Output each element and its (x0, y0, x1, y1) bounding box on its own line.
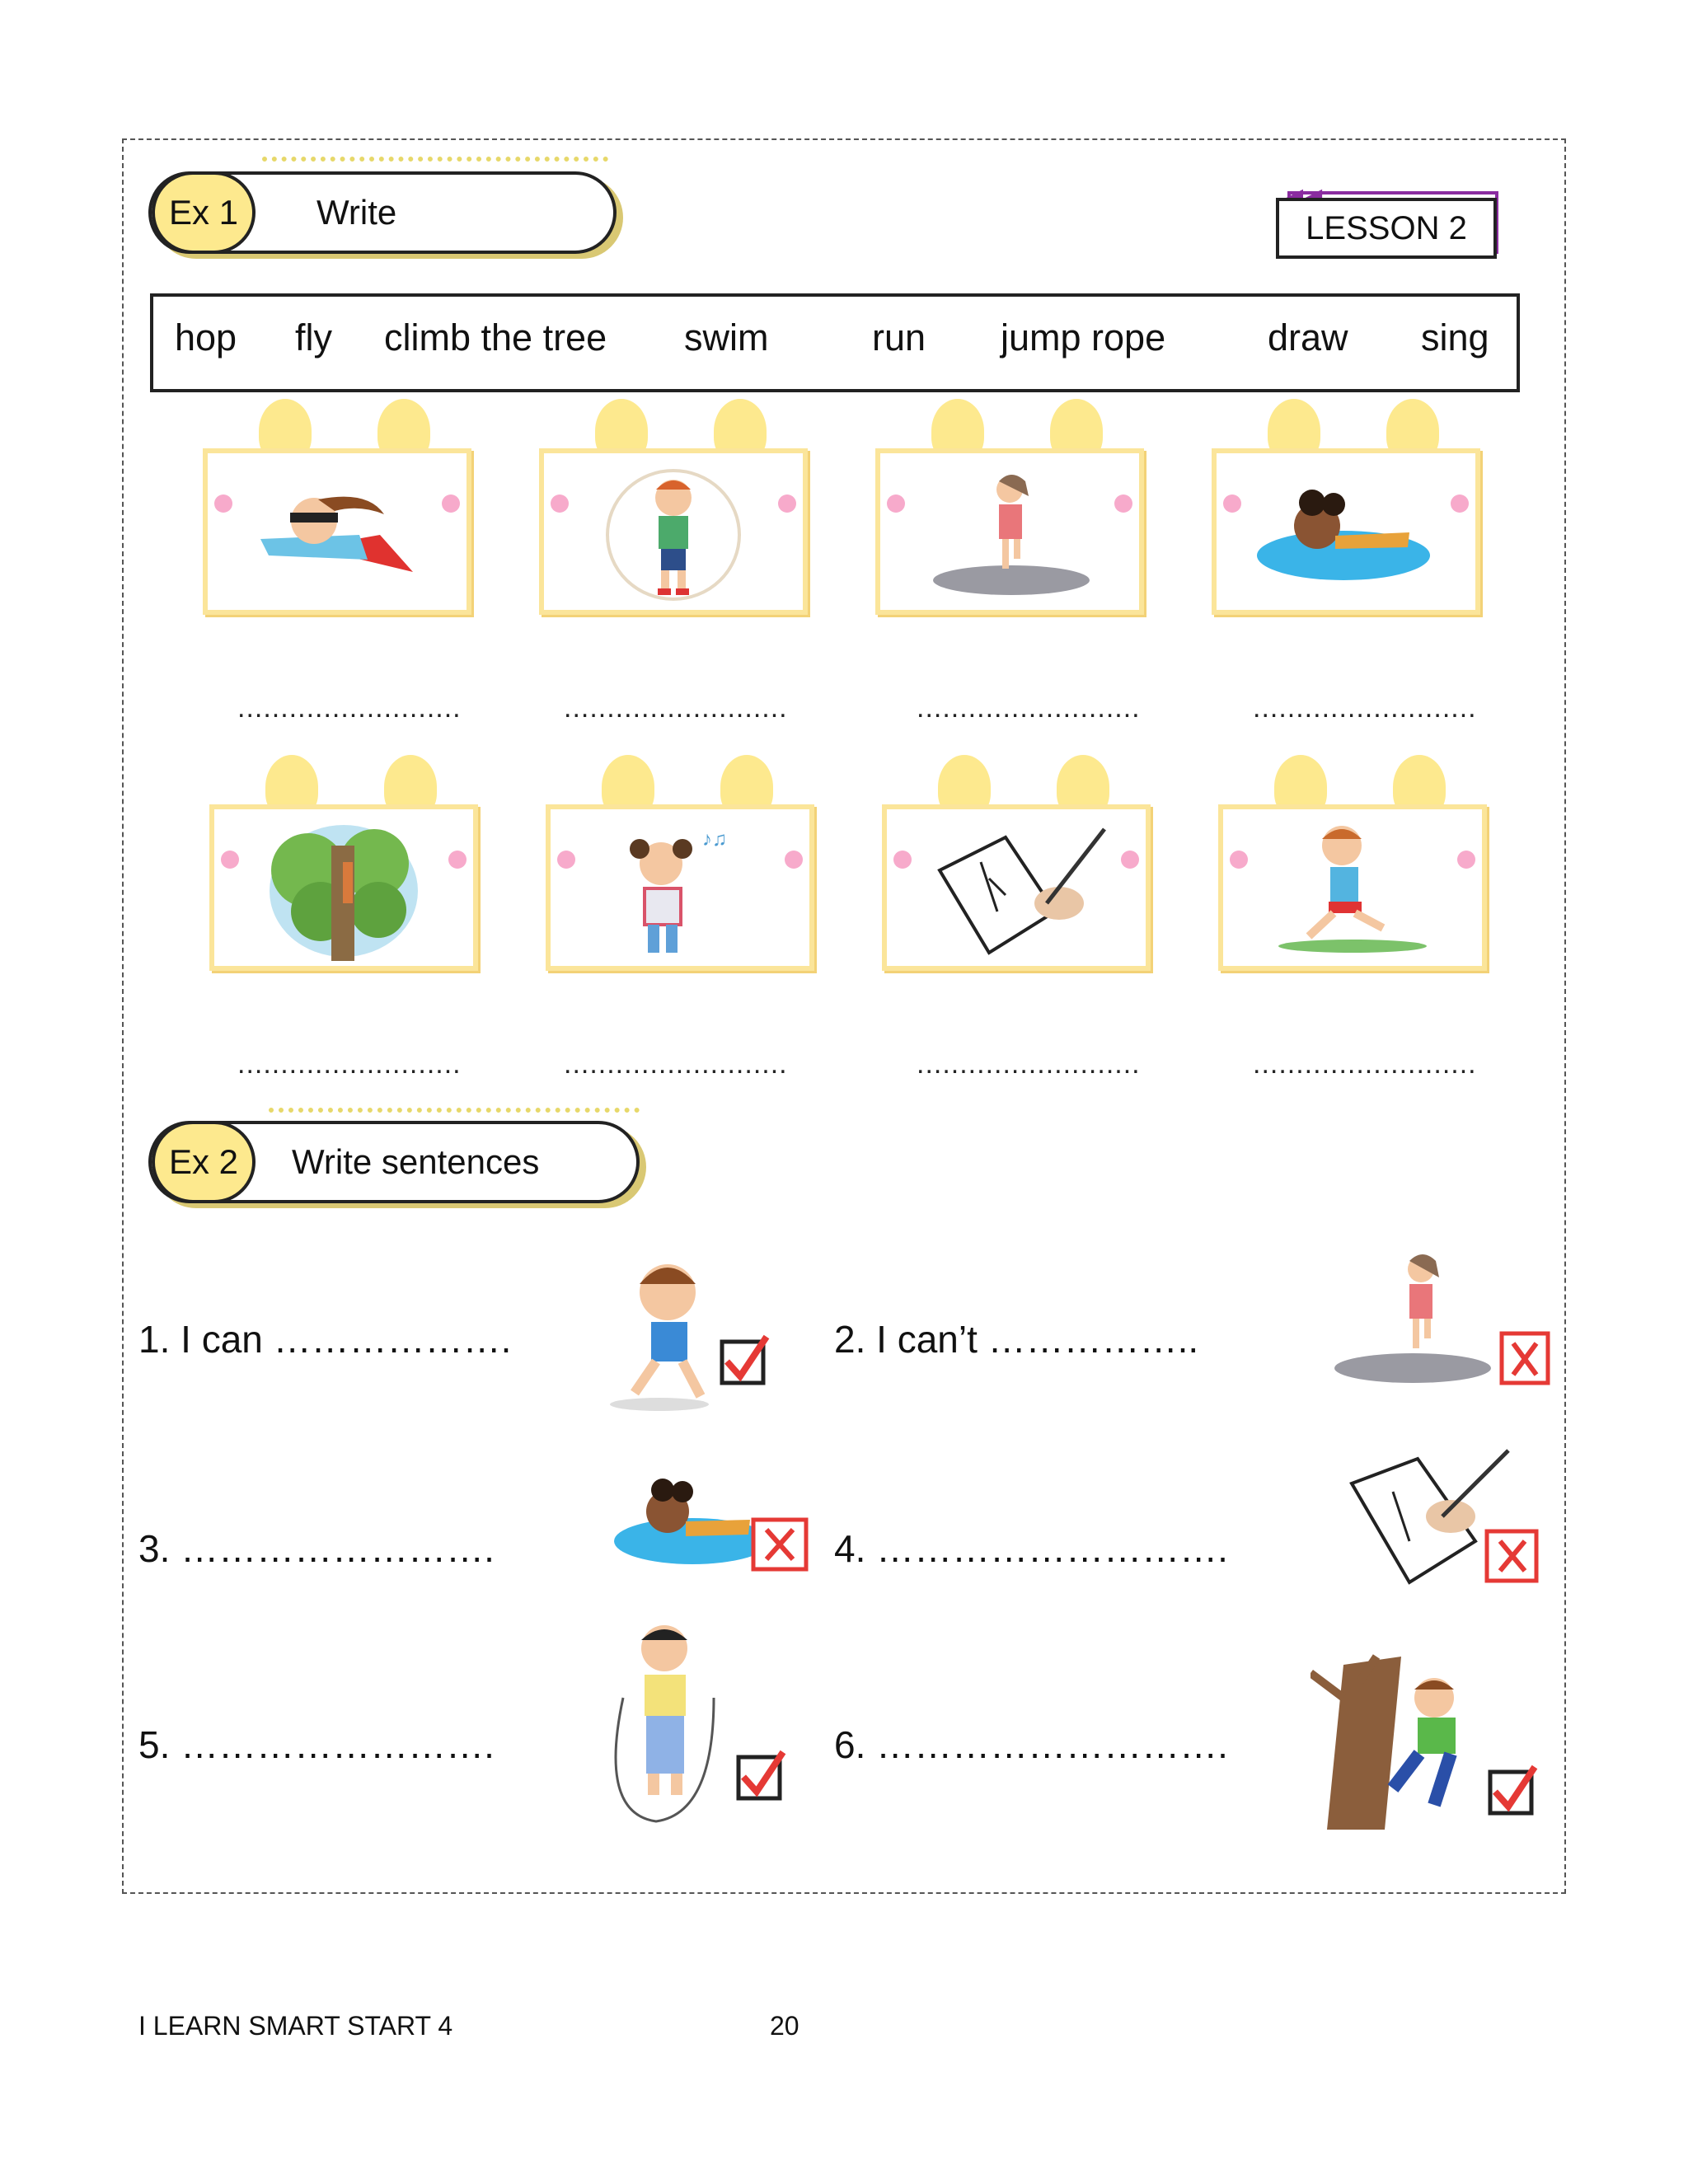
sentence-1[interactable]: 1. I can ………………. (138, 1318, 512, 1361)
answer-blank-5[interactable]: .......................... (237, 1048, 462, 1080)
picture-card-draw (882, 755, 1151, 971)
svg-text:♪♫: ♪♫ (702, 828, 727, 851)
answer-blank-3[interactable]: .......................... (917, 692, 1141, 724)
answer-blank-6[interactable]: .......................... (564, 1048, 788, 1080)
hop-icon (908, 457, 1111, 607)
cross-icon (753, 1520, 806, 1569)
sentence-3-swim-picture (610, 1459, 816, 1582)
ex1-header (148, 171, 617, 254)
word-swim: swim (684, 316, 769, 359)
word-climb-the-tree: climb the tree (384, 316, 607, 359)
jump-rope-icon (572, 457, 775, 607)
sentence-4[interactable]: 4. ………………………. (834, 1527, 1228, 1570)
checkmark-icon (738, 1752, 783, 1798)
fly-icon (236, 457, 438, 607)
swim-icon (1245, 457, 1447, 607)
word-draw: draw (1268, 316, 1348, 359)
word-hop: hop (175, 316, 237, 359)
decor-dots (269, 1108, 640, 1119)
checkmark-icon (722, 1337, 767, 1383)
sentence-2-hop-picture (1330, 1244, 1553, 1393)
ex1-number: Ex 1 (152, 171, 256, 254)
answer-blank-8[interactable]: .......................... (1253, 1048, 1477, 1080)
answer-blank-2[interactable]: .......................... (564, 692, 788, 724)
picture-card-fly (203, 399, 471, 615)
ex2-number: Ex 2 (152, 1121, 256, 1203)
decor-dots (262, 157, 608, 168)
picture-card-jump-rope (539, 399, 808, 615)
sentence-2[interactable]: 2. I can’t …………….. (834, 1318, 1199, 1361)
word-bank (150, 293, 1520, 392)
ex2-header (148, 1121, 640, 1203)
lesson-badge (1276, 190, 1498, 259)
answer-blank-7[interactable]: .......................... (917, 1048, 1141, 1080)
sing-icon (579, 813, 781, 963)
word-fly: fly (295, 316, 332, 359)
footer-book-title: I LEARN SMART START 4 (138, 2011, 453, 2041)
ex1-title: Write (316, 193, 397, 232)
sentence-1-run-picture (602, 1251, 775, 1416)
climb-tree-icon (242, 813, 445, 963)
answer-blank-1[interactable]: .......................... (237, 692, 462, 724)
picture-card-run (1218, 755, 1487, 971)
word-jump-rope: jump rope (1001, 316, 1166, 359)
draw-icon (915, 813, 1118, 963)
picture-card-hop (875, 399, 1144, 615)
run-icon (1251, 813, 1454, 963)
answer-blank-4[interactable]: .......................... (1253, 692, 1477, 724)
cross-icon (1487, 1531, 1536, 1581)
footer-page-number: 20 (770, 2011, 799, 2041)
picture-card-climb-tree (209, 755, 478, 971)
word-sing: sing (1421, 316, 1489, 359)
sentence-3[interactable]: 3. ……………………. (138, 1527, 495, 1570)
checkmark-icon (1490, 1767, 1535, 1813)
cross-icon (1502, 1333, 1548, 1383)
lesson-label: LESSON 2 (1276, 198, 1497, 259)
sentence-5-jump-rope-picture (598, 1615, 788, 1830)
picture-card-swim (1212, 399, 1480, 615)
ex2-title: Write sentences (292, 1142, 540, 1181)
sentence-6[interactable]: 6. ………………………. (834, 1723, 1228, 1766)
sentence-6-climb-tree-picture (1311, 1648, 1541, 1838)
sentence-4-draw-picture (1343, 1442, 1541, 1607)
word-run: run (872, 316, 926, 359)
picture-card-sing (546, 755, 814, 971)
sentence-5[interactable]: 5. ……………………. (138, 1723, 495, 1766)
